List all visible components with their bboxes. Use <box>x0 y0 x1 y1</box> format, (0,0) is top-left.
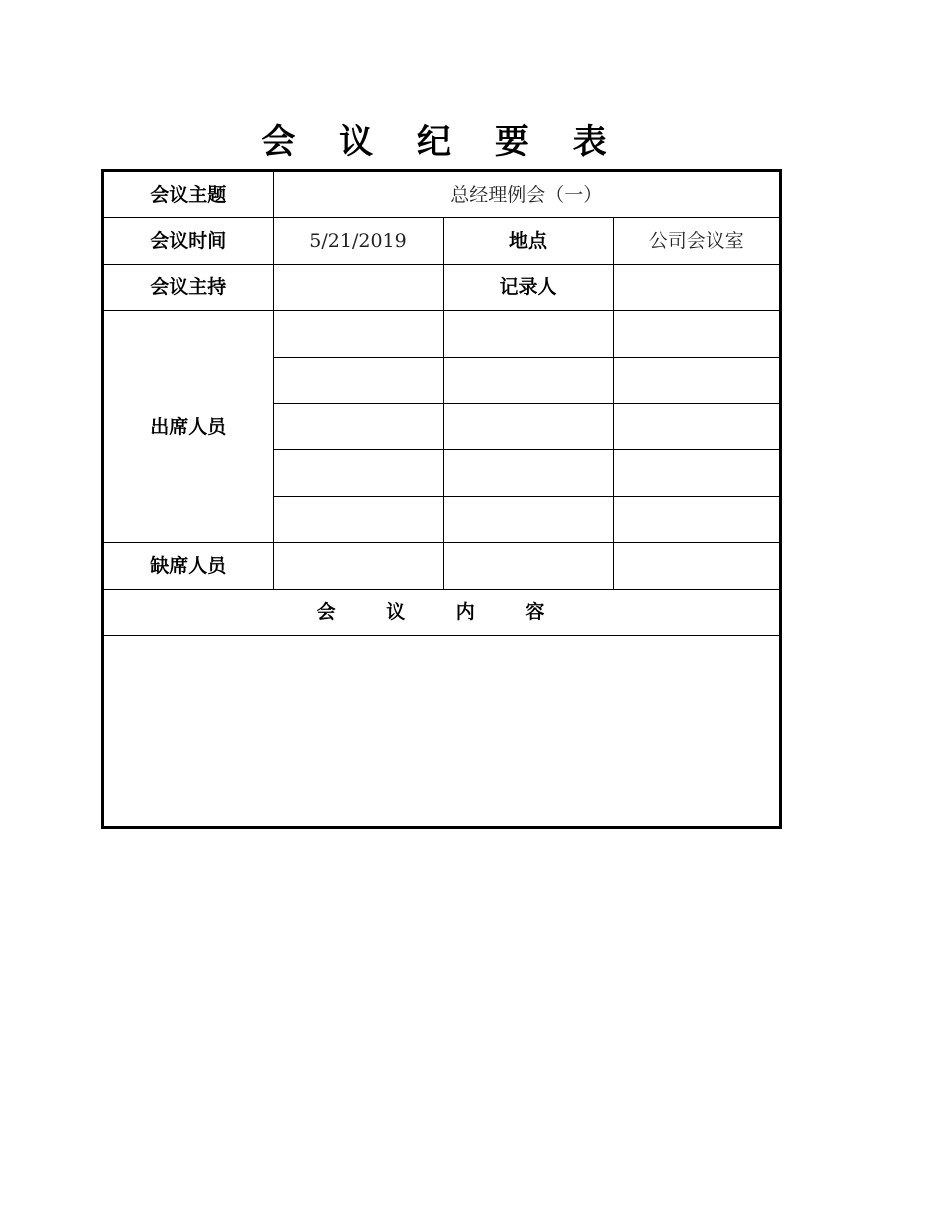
absentee-cell[interactable] <box>273 543 443 589</box>
content-area[interactable] <box>104 635 779 822</box>
content-section-heading: 会 议 内 容 <box>104 589 779 635</box>
attendee-cell[interactable] <box>273 311 443 357</box>
recorder-value[interactable] <box>613 264 779 310</box>
location-label: 地点 <box>443 218 613 264</box>
meeting-minutes-form <box>101 169 782 829</box>
time-value[interactable]: 5/21/2019 <box>273 218 443 264</box>
topic-label: 会议主题 <box>104 172 273 218</box>
attendee-row <box>104 311 779 357</box>
absentee-row <box>104 543 779 589</box>
attendee-cell[interactable] <box>273 403 443 449</box>
attendee-cell[interactable] <box>613 403 779 449</box>
host-label: 会议主持 <box>104 264 273 310</box>
attendee-cell[interactable] <box>613 311 779 357</box>
attendee-cell[interactable] <box>443 311 613 357</box>
recorder-label: 记录人 <box>443 264 613 310</box>
topic-value[interactable]: 总经理例会（一） <box>273 172 779 218</box>
attendee-cell[interactable] <box>443 403 613 449</box>
attendee-cell[interactable] <box>273 450 443 496</box>
attendee-cell[interactable] <box>613 450 779 496</box>
time-location-row <box>104 218 779 264</box>
attendee-cell[interactable] <box>443 450 613 496</box>
attendee-cell[interactable] <box>443 496 613 542</box>
attendee-cell[interactable] <box>613 357 779 403</box>
host-value[interactable] <box>273 264 443 310</box>
location-value[interactable]: 公司会议室 <box>613 218 779 264</box>
absentee-cell[interactable] <box>613 543 779 589</box>
host-recorder-row <box>104 264 779 310</box>
content-header-row <box>104 589 779 635</box>
attendee-cell[interactable] <box>443 357 613 403</box>
time-label: 会议时间 <box>104 218 273 264</box>
absentee-cell[interactable] <box>443 543 613 589</box>
page-title: 会 议 纪 要 表 <box>261 122 623 162</box>
attendees-label: 出席人员 <box>104 311 273 543</box>
topic-row <box>104 172 779 218</box>
attendee-cell[interactable] <box>273 496 443 542</box>
attendee-cell[interactable] <box>613 496 779 542</box>
absentees-label: 缺席人员 <box>104 543 273 589</box>
content-body-row <box>104 635 779 822</box>
minutes-table <box>104 172 779 822</box>
attendee-cell[interactable] <box>273 357 443 403</box>
